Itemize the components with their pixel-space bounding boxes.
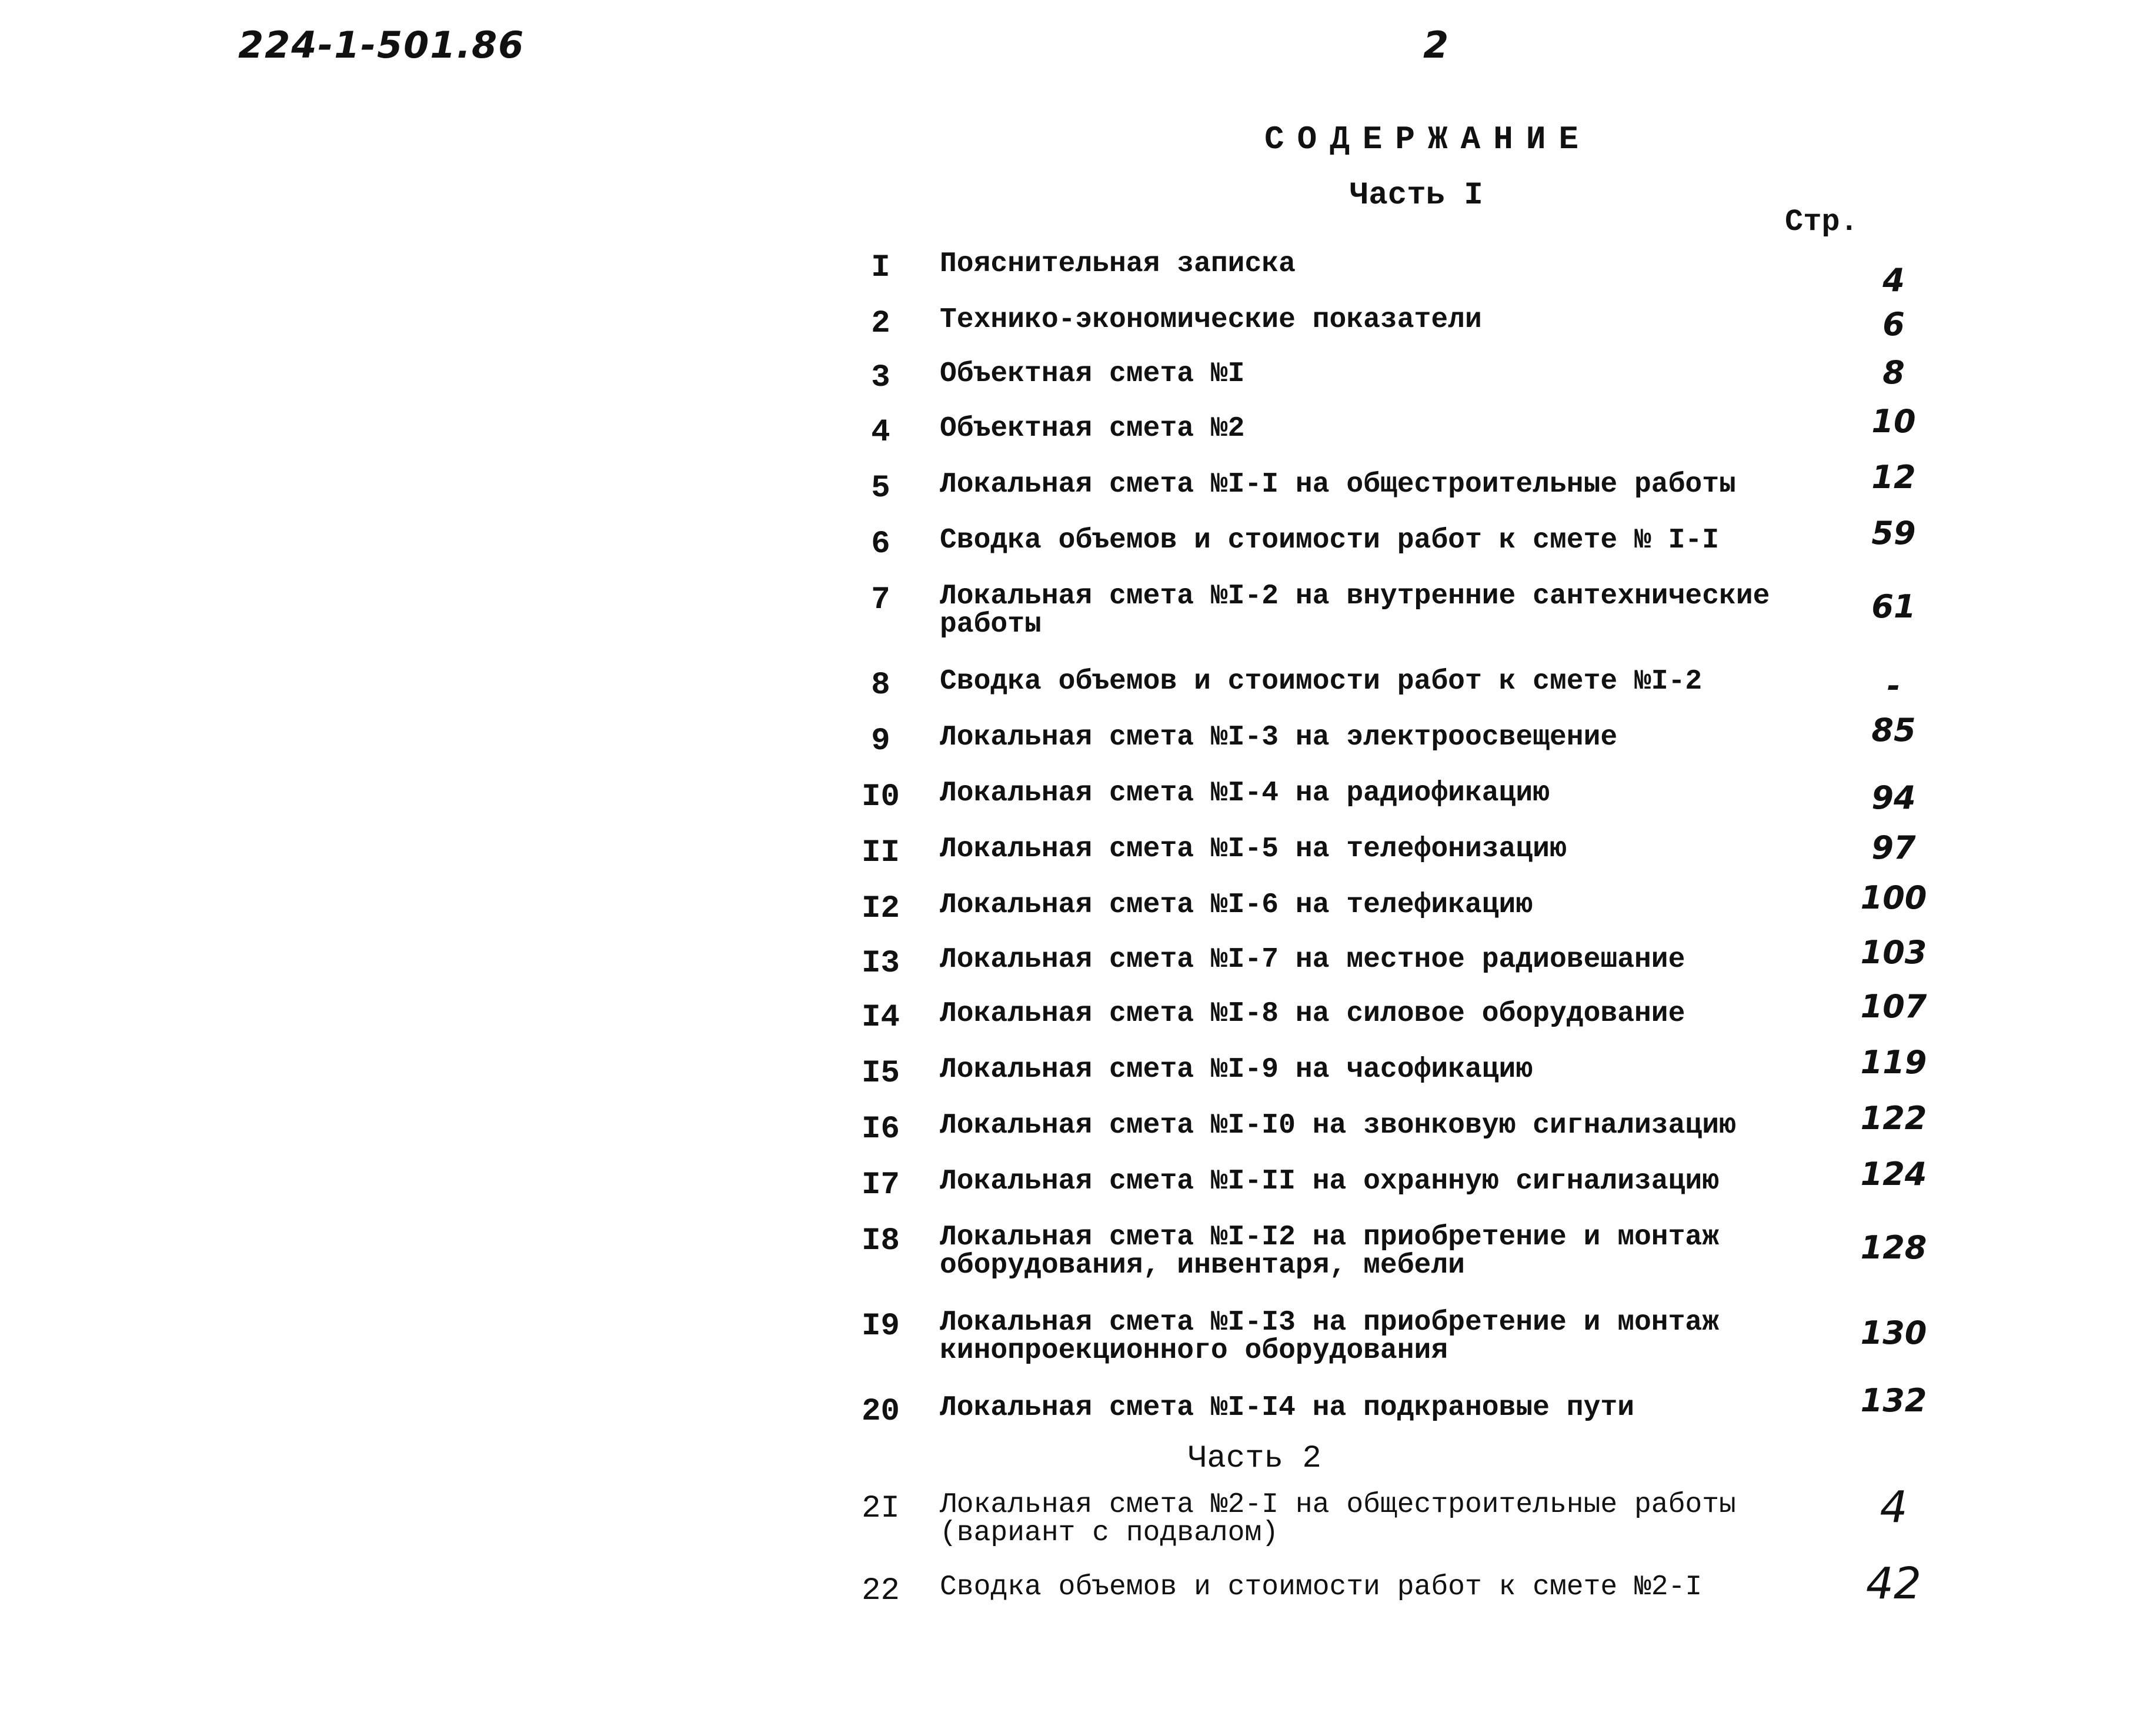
toc-item-title: Сводка объемов и стоимости работ к смете № I-I — [940, 525, 1720, 556]
toc-item-number: I — [871, 250, 890, 286]
toc-item-number: I6 — [862, 1111, 900, 1147]
toc-item-page: 124 — [1860, 1156, 1927, 1193]
toc-item-page: 97 — [1871, 829, 1916, 866]
toc-item-page: 4 — [1882, 262, 1905, 299]
toc-item-page: 130 — [1860, 1314, 1927, 1351]
toc-item-title: Технико-экономические показатели — [940, 304, 1482, 336]
toc-item-title: Локальная смета №I-I2 на приобретение и монтаж оборудования, инвентаря, мебели — [940, 1221, 1720, 1281]
page-number: 2 — [1423, 24, 1449, 66]
toc-item-number: 6 — [871, 526, 890, 562]
document-code: 224-1-501.86 — [238, 24, 525, 66]
toc-item-number: II — [862, 835, 900, 871]
toc-item-title: Объектная смета №2 — [940, 413, 1245, 445]
toc-item-number: 20 — [862, 1394, 900, 1430]
toc-item-title: Локальная смета №I-I на общестроительные работы — [940, 469, 1736, 500]
toc-item-page: 100 — [1860, 879, 1927, 916]
toc-title: СОДЕРЖАНИЕ — [1264, 121, 1592, 158]
toc-item-number: 4 — [871, 415, 890, 450]
toc-item-number: 3 — [871, 360, 890, 396]
toc-item-title: Локальная смета №I-6 на телефикацию — [940, 889, 1533, 921]
toc-item-page: 6 — [1882, 306, 1905, 343]
toc-item-page: 8 — [1882, 354, 1905, 391]
toc-item-number: I5 — [862, 1056, 900, 1091]
toc-item-number: 5 — [871, 470, 890, 506]
toc-item-title: Локальная смета №I-2 на внутренние сантехнические работы — [940, 580, 1770, 640]
toc-item-title: Локальная смета №I-9 на часофикацию — [940, 1054, 1533, 1086]
toc-item-page: 61 — [1871, 588, 1916, 625]
toc-item-page: 107 — [1860, 988, 1927, 1025]
toc-item-page: 128 — [1860, 1229, 1927, 1266]
toc-item-page: 94 — [1871, 779, 1916, 816]
toc-item-number: I7 — [862, 1167, 900, 1203]
toc-item-number: 8 — [871, 667, 890, 703]
toc-item-page: 103 — [1860, 934, 1927, 971]
toc-item-page: 122 — [1860, 1100, 1927, 1137]
toc-item-page: - — [1887, 667, 1901, 705]
toc-item-title: Локальная смета №I-I3 на приобретение и монтаж кинопроекционного оборудования — [940, 1307, 1720, 1367]
toc-item-number: I0 — [862, 779, 900, 815]
toc-item-number: I4 — [862, 1000, 900, 1036]
toc-item-title: Объектная смета №I — [940, 358, 1245, 390]
toc-item-page: 10 — [1871, 403, 1916, 440]
toc-item-title: Локальная смета №I-I4 на подкрановые пути — [940, 1392, 1634, 1424]
toc-item-title: Локальная смета №I-4 на радиофикацию — [940, 777, 1550, 809]
part1-title: Часть I — [1350, 178, 1483, 213]
toc-item-page: 42 — [1865, 1558, 1922, 1609]
toc-item-title: Локальная смета №2-I на общестроительные работы (вариант с подвалом) — [940, 1489, 1736, 1549]
page-column-label: Стр. — [1785, 205, 1858, 239]
toc-item-title: Сводка объемов и стоимости работ к смете №2-I — [940, 1571, 1703, 1603]
toc-item-title: Пояснительная записка — [940, 248, 1296, 280]
toc-item-number: I3 — [862, 946, 900, 981]
toc-item-title: Сводка объемов и стоимости работ к смете №I-2 — [940, 666, 1703, 697]
toc-item-page: 85 — [1871, 712, 1916, 749]
toc-item-page: 12 — [1871, 459, 1916, 496]
toc-item-page: 4 — [1880, 1482, 1908, 1533]
toc-item-page: 119 — [1860, 1044, 1927, 1081]
toc-item-page: 132 — [1860, 1382, 1927, 1419]
toc-item-title: Локальная смета №I-II на охранную сигнализацию — [940, 1166, 1720, 1197]
toc-item-number: 9 — [871, 723, 890, 759]
toc-item-title: Локальная смета №I-7 на местное радиовешание — [940, 944, 1685, 976]
toc-item-title: Локальная смета №I-5 на телефонизацию — [940, 833, 1567, 865]
toc-item-number: 22 — [862, 1573, 900, 1609]
toc-item-number: I8 — [862, 1223, 900, 1259]
toc-item-page: 59 — [1871, 515, 1916, 552]
toc-item-number: 7 — [871, 582, 890, 618]
toc-item-title: Локальная смета №I-I0 на звонковую сигнализацию — [940, 1110, 1736, 1141]
toc-item-title: Локальная смета №I-3 на электроосвещение — [940, 722, 1618, 753]
toc-item-number: I9 — [862, 1308, 900, 1344]
part2-title: Часть 2 — [1188, 1441, 1321, 1477]
toc-item-number: 2I — [862, 1491, 900, 1527]
toc-item-number: 2 — [871, 306, 890, 342]
toc-item-title: Локальная смета №I-8 на силовое оборудование — [940, 998, 1685, 1030]
toc-item-number: I2 — [862, 891, 900, 927]
